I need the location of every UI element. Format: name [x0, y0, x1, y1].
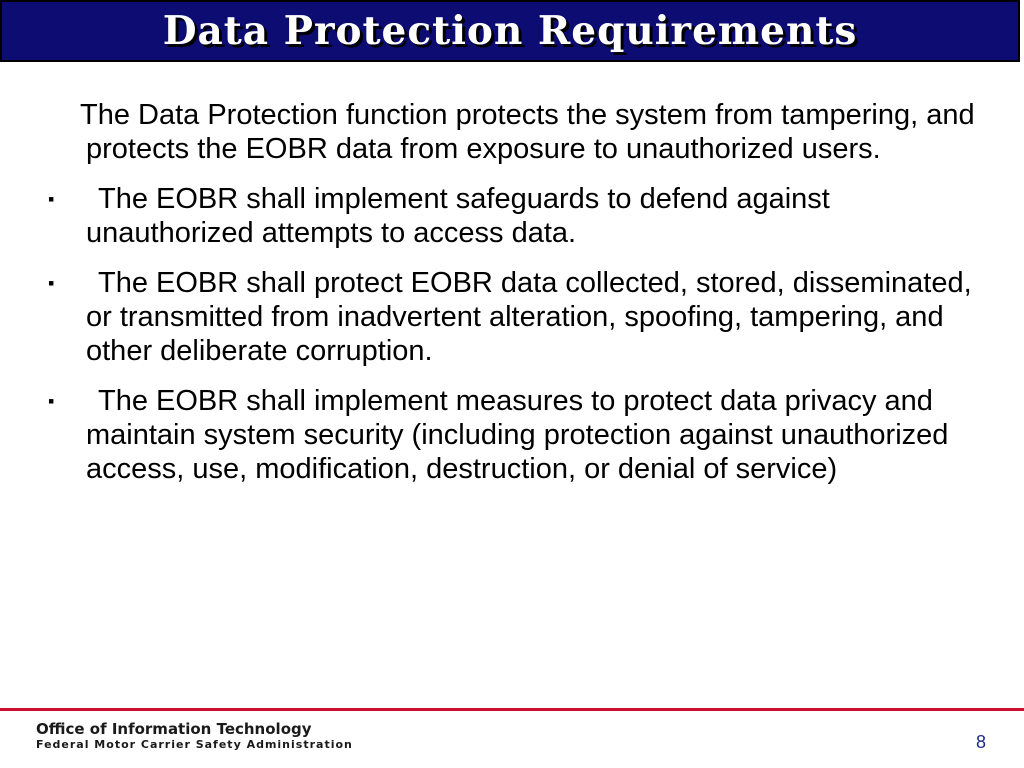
- footer-office-name: Office of Information Technology: [36, 720, 312, 738]
- footer-agency-name: Federal Motor Carrier Safety Administration: [36, 738, 353, 751]
- slide-title: Data Protection Requirements: [162, 8, 858, 54]
- bullet-item-1: [0, 182, 1024, 250]
- title-bar: [0, 0, 1020, 62]
- bullet-item-3: [0, 384, 1024, 486]
- intro-paragraph: The Data Protection function protects the system from tampering, and protects the EOBR data from exposure to unauthorized users.: [80, 99, 975, 165]
- square-bullet-icon: ▪: [48, 273, 55, 293]
- bullet-item-2: [0, 266, 1024, 368]
- slide-body: [0, 98, 1024, 486]
- footer-organization: [36, 720, 353, 752]
- bullet-text: The EOBR shall implement safeguards to defend against unauthorized attempts to access data.: [86, 183, 830, 249]
- bullet-text: The EOBR shall protect EOBR data collected, stored, disseminated, or transmitted from inadvertent alteration, spoofing, tampering, and other deliberate corruption.: [86, 267, 972, 367]
- page-number: 8: [975, 732, 986, 752]
- square-bullet-icon: ▪: [48, 189, 55, 209]
- footer-divider: [0, 708, 1024, 711]
- bullet-text: The EOBR shall implement measures to protect data privacy and maintain system security (including protection against unauthorized access, use, modification, destruction, or denial of service): [86, 385, 949, 485]
- square-bullet-icon: ▪: [48, 391, 55, 411]
